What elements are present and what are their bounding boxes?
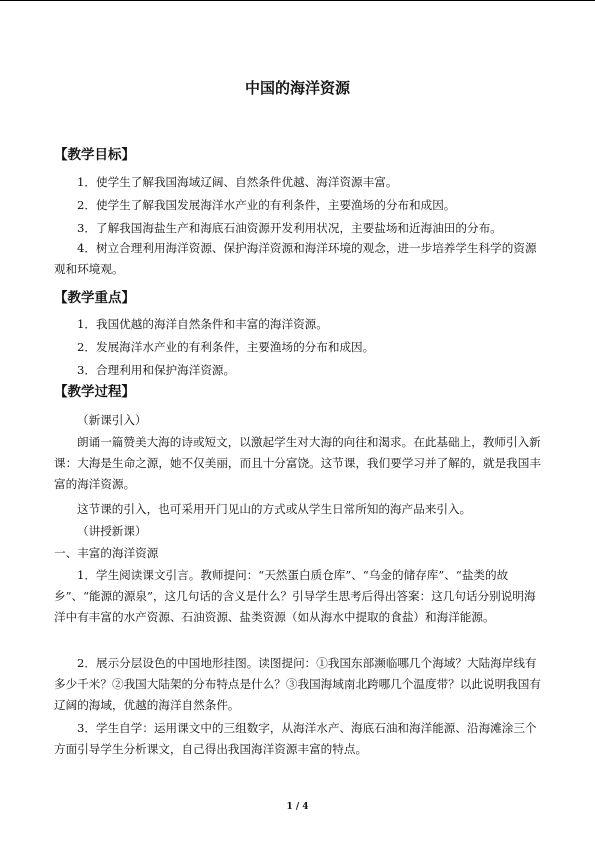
intro-paragraph: 朗诵一篇赞美大海的诗或短文，以激起学生对大海的向往和渴求。在此基础上，教师引入新课：大海是生命之源，她不仅美丽，而且十分富饶。这节课，我们要学习并了解的，就是我国丰富的海洋资源。 — [54, 435, 541, 491]
goal-item-4: 4．树立合理利用海洋资源、保护海洋资源和海洋环境的观念，进一步培养学生科学的资源观和环境观。 — [54, 241, 537, 276]
page-title: 中国的海洋资源 — [244, 79, 350, 97]
goal-item-3: 3．了解我国海盐生产和海底石油资源开发利用状况，主要盐场和近海油田的分布。 — [77, 221, 502, 235]
part1-item-1: 1．学生阅读课文引言。教师提问：“天然蛋白质仓库”、“乌金的储存库”、“盐类的故乡”、“能源的源泉”，这几句话的含义是什么？引导学生思考后得出答案：这几句话分别说明海洋中有丰富的水产资源、石油资源、盐类资源（如从海水中提取的食盐）和海洋能源。 — [54, 568, 536, 624]
teach-label: （讲授新课） — [77, 524, 147, 538]
focus-heading: 【教学重点】 — [54, 290, 135, 306]
goals-heading: 【教学目标】 — [54, 147, 135, 163]
page-top-rule — [0, 0, 595, 1]
goal-item-2: 2．使学生了解我国发展海洋水产业的有利条件，主要渔场的分布和成因。 — [77, 198, 456, 212]
part1-item-3: 3．学生自学：运用课文中的三组数字，从海洋水产、海底石油和海洋能源、沿海滩涂三个方面引导学生分析课文，自己得出我国海洋资源丰富的特点。 — [54, 721, 537, 756]
goal-item-1: 1．使学生了解我国海域辽阔、自然条件优越、海洋资源丰富。 — [77, 175, 398, 189]
part1-title: 一、丰富的海洋资源 — [54, 546, 159, 560]
intro-paragraph-2: 这节课的引入，也可采用开门见山的方式或从学生日常所知的海产品来引入。 — [77, 502, 472, 516]
focus-item-1: 1．我国优越的海洋自然条件和丰富的海洋资源。 — [77, 317, 328, 331]
focus-item-2: 2．发展海洋水产业的有利条件，主要渔场的分布和成因。 — [77, 340, 375, 354]
intro-label: （新课引入） — [77, 413, 147, 427]
process-heading: 【教学过程】 — [54, 384, 135, 400]
part1-item-2: 2．展示分层设色的中国地形挂图。读图提问：①我国东部濒临哪几个海域？大陆海岸线有多少千米？②我国大陆架的分布特点是什么？③我国海域南北跨哪几个温度带？以此说明我国有辽阔的海域，优越的海洋自然条件。 — [54, 656, 541, 712]
focus-item-3: 3．合理利用和保护海洋资源。 — [77, 363, 236, 377]
page-number: 1 / 4 — [286, 802, 309, 812]
